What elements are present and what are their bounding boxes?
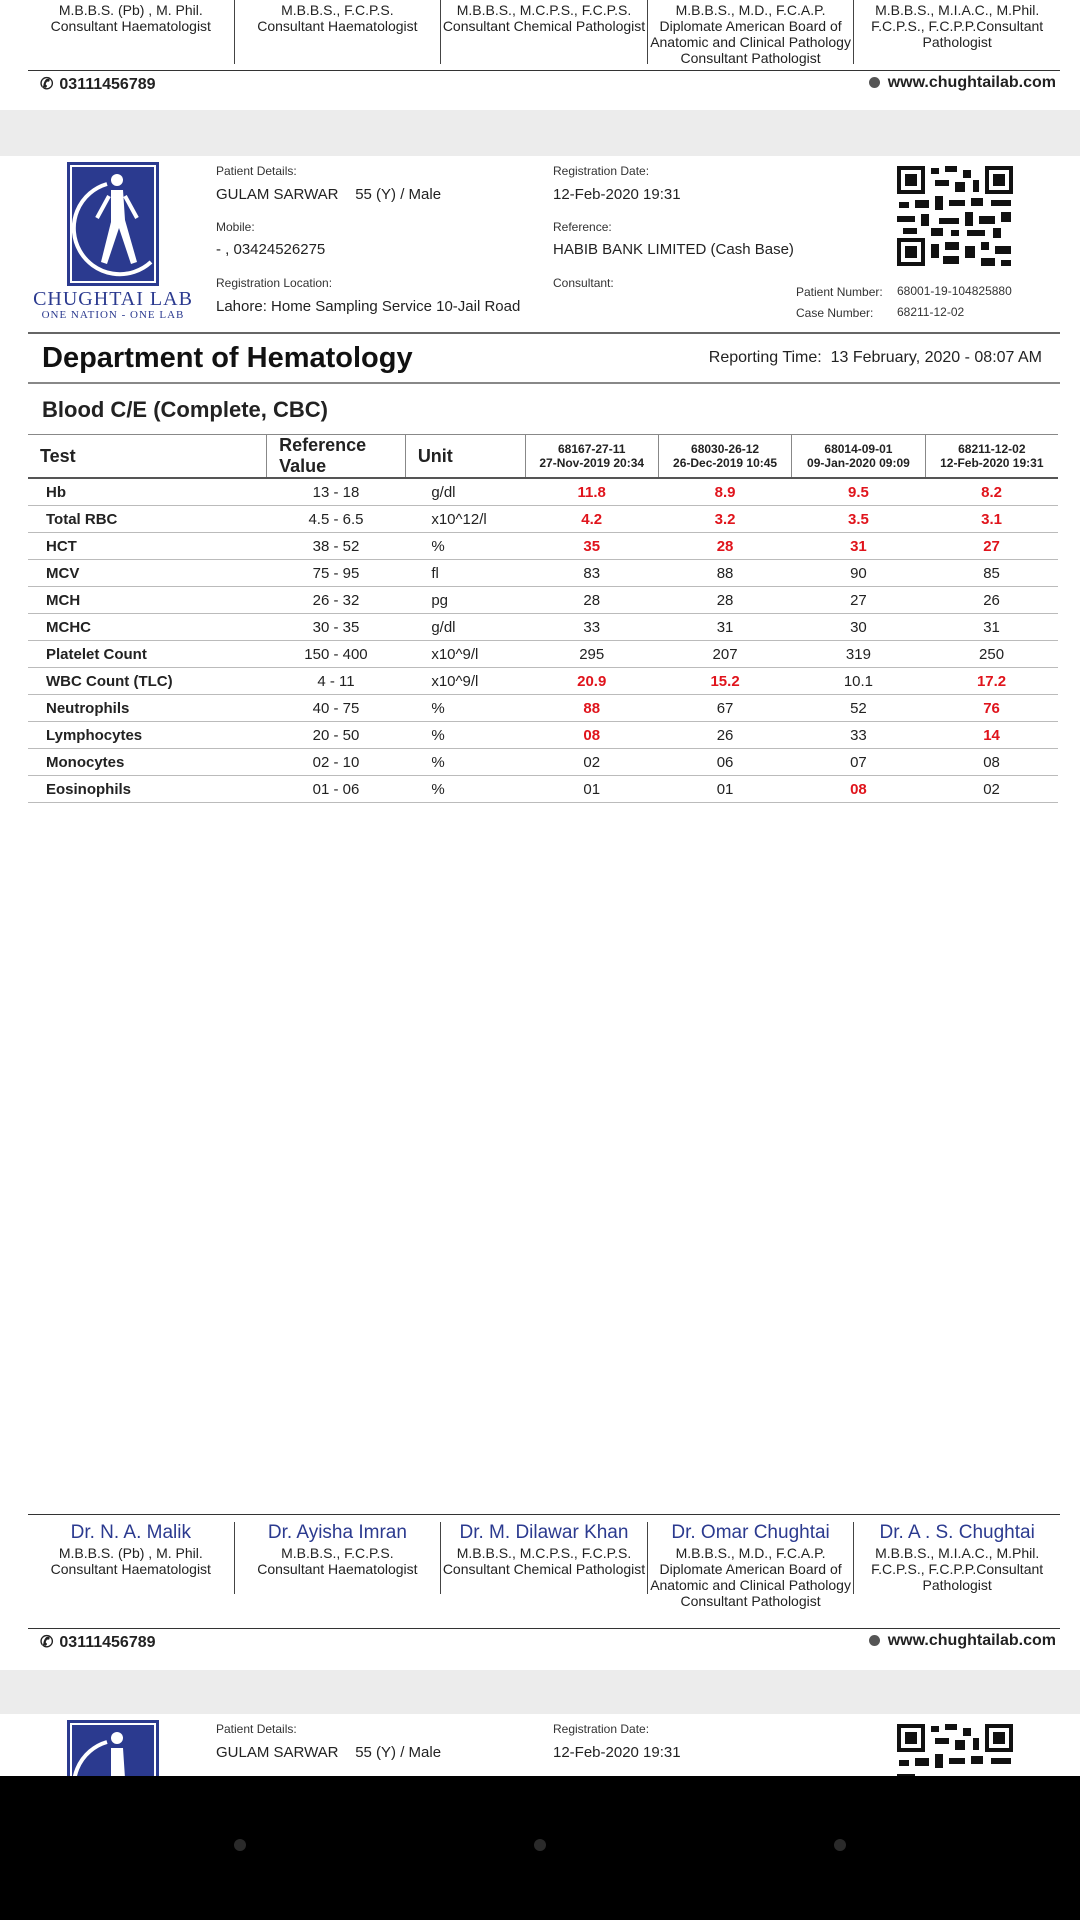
doctors-row <box>28 1522 1060 1609</box>
result-value: 67 <box>658 695 791 722</box>
doctor-quals: M.B.B.S., F.C.P.S. <box>281 1545 394 1561</box>
results-table <box>28 434 1058 803</box>
doctor-quals: M.B.B.S., M.C.P.S., F.C.P.S. <box>456 1545 632 1561</box>
doctor-title: Consultant Haematologist <box>50 1561 211 1577</box>
patient-name: GULAM SARWAR <box>216 1744 339 1761</box>
results-body <box>28 478 1058 803</box>
result-value: 33 <box>525 614 658 641</box>
doctor-card <box>441 1522 648 1594</box>
reference-value: 26 - 32 <box>267 587 406 614</box>
consultant-label: Consultant: <box>553 276 614 290</box>
visit-date: 12-Feb-2020 19:31 <box>940 456 1044 470</box>
doctor-quals: M.B.B.S., M.D., F.C.A.P. <box>675 2 826 18</box>
mobile-value: - , 03424526275 <box>216 241 326 258</box>
case-number-label: Case Number: <box>796 306 874 320</box>
result-value: 295 <box>525 641 658 668</box>
unit: % <box>405 695 525 722</box>
website-link[interactable]: www.chughtailab.com <box>887 1632 1056 1649</box>
patient-details-label: Patient Details: <box>216 1722 297 1736</box>
header-reference: Reference Value <box>267 435 406 479</box>
patient-age-sex: 55 (Y) / Male <box>355 186 442 203</box>
visit-date: 09-Jan-2020 09:09 <box>807 456 910 470</box>
lab-tagline: ONE NATION - ONE LAB <box>41 309 185 321</box>
unit: % <box>405 722 525 749</box>
reporting-time-label: Reporting Time: <box>708 349 822 366</box>
table-row <box>28 587 1058 614</box>
lab-logo-text <box>28 289 198 321</box>
contact-bar <box>28 1632 1060 1654</box>
patient-name: GULAM SARWAR <box>216 186 339 203</box>
globe-icon <box>869 77 880 88</box>
test-name: Lymphocytes <box>28 722 267 749</box>
doctor-card <box>648 0 855 64</box>
reference-value: HABIB BANK LIMITED (Cash Base) <box>553 241 794 258</box>
test-name: WBC Count (TLC) <box>28 668 267 695</box>
table-row <box>28 533 1058 560</box>
test-name: Neutrophils <box>28 695 267 722</box>
doctor-quals: M.B.B.S., M.C.P.S., F.C.P.S. <box>456 2 632 18</box>
department-divider <box>28 382 1060 384</box>
unit: x10^12/l <box>405 506 525 533</box>
result-value: 08 <box>792 776 925 803</box>
result-value: 31 <box>658 614 791 641</box>
mobile-label: Mobile: <box>216 220 255 234</box>
result-value: 15.2 <box>658 668 791 695</box>
table-row <box>28 641 1058 668</box>
result-value: 08 <box>925 749 1058 776</box>
reporting-time-value: 13 February, 2020 - 08:07 AM <box>830 349 1042 366</box>
doctor-name: Dr. A . S. Chughtai <box>879 1522 1035 1543</box>
result-value: 28 <box>658 533 791 560</box>
table-row <box>28 614 1058 641</box>
table-row <box>28 560 1058 587</box>
visit-id: 68030-26-12 <box>691 442 760 456</box>
reference-value: 13 - 18 <box>267 478 406 506</box>
result-value: 27 <box>925 533 1058 560</box>
result-value: 35 <box>525 533 658 560</box>
lab-logo-icon <box>67 162 159 286</box>
doctor-card <box>854 1522 1060 1594</box>
result-value: 250 <box>925 641 1058 668</box>
reference-value: 4.5 - 6.5 <box>267 506 406 533</box>
result-value: 20.9 <box>525 668 658 695</box>
doctor-title: Diplomate American Board of Anatomic and Clinical Pathology Consultant Pathologist <box>650 1561 851 1609</box>
test-name: Platelet Count <box>28 641 267 668</box>
test-name: Monocytes <box>28 749 267 776</box>
reference-value: 40 - 75 <box>267 695 406 722</box>
result-value: 3.2 <box>658 506 791 533</box>
doctors-row <box>28 0 1060 64</box>
result-value: 02 <box>525 749 658 776</box>
table-row <box>28 776 1058 803</box>
reference-value: 30 - 35 <box>267 614 406 641</box>
registration-date-label: Registration Date: <box>553 1722 650 1736</box>
header-visit <box>525 435 658 479</box>
result-value: 08 <box>525 722 658 749</box>
result-value: 85 <box>925 560 1058 587</box>
result-value: 07 <box>792 749 925 776</box>
result-value: 88 <box>658 560 791 587</box>
unit: g/dl <box>405 478 525 506</box>
unit: pg <box>405 587 525 614</box>
divider <box>28 1628 1060 1629</box>
result-value: 83 <box>525 560 658 587</box>
website[interactable] <box>869 1632 1056 1650</box>
reference-value: 01 - 06 <box>267 776 406 803</box>
header-test: Test <box>28 435 267 479</box>
lab-logo-icon <box>67 1720 159 1776</box>
doctor-title: Consultant Haematologist <box>257 18 418 34</box>
doctor-title: Consultant Chemical Pathologist <box>442 1561 646 1577</box>
unit: x10^9/l <box>405 641 525 668</box>
registration-date-value: 12-Feb-2020 19:31 <box>553 186 681 203</box>
result-value: 26 <box>925 587 1058 614</box>
unit: % <box>405 533 525 560</box>
patient-details-label: Patient Details: <box>216 164 297 178</box>
test-name: MCH <box>28 587 267 614</box>
department-title: Department of Hematology <box>42 342 413 374</box>
report-page-next-fragment <box>0 1714 1080 1776</box>
case-number-value: 68211-12-02 <box>897 305 965 319</box>
result-value: 3.5 <box>792 506 925 533</box>
result-value: 52 <box>792 695 925 722</box>
visit-id: 68211-12-02 <box>958 442 1026 456</box>
result-value: 27 <box>792 587 925 614</box>
table-header-row <box>28 435 1058 479</box>
patient-name-row <box>216 186 441 203</box>
test-title: Blood C/E (Complete, CBC) <box>42 397 328 422</box>
doctor-card <box>235 0 442 64</box>
test-name: Total RBC <box>28 506 267 533</box>
phone-number: 03111456789 <box>59 1634 156 1651</box>
lab-name: CHUGHTAI LAB <box>33 288 193 310</box>
result-value: 17.2 <box>925 668 1058 695</box>
recents-button[interactable] <box>834 1839 846 1851</box>
reference-label: Reference: <box>553 220 612 234</box>
result-value: 88 <box>525 695 658 722</box>
phone <box>40 1632 156 1652</box>
doctor-quals: M.B.B.S., F.C.P.S. <box>281 2 394 18</box>
doctor-card <box>235 1522 442 1594</box>
registration-location-label: Registration Location: <box>216 276 333 290</box>
result-value: 14 <box>925 722 1058 749</box>
result-value: 207 <box>658 641 791 668</box>
unit: x10^9/l <box>405 668 525 695</box>
result-value: 28 <box>658 587 791 614</box>
reference-value: 38 - 52 <box>267 533 406 560</box>
result-value: 02 <box>925 776 1058 803</box>
doctor-name: Dr. M. Dilawar Khan <box>459 1522 629 1543</box>
header-visit <box>792 435 925 479</box>
phone <box>40 74 156 94</box>
result-value: 4.2 <box>525 506 658 533</box>
unit: % <box>405 776 525 803</box>
doctor-title: Diplomate American Board of Anatomic and Clinical Pathology Consultant Pathologist <box>650 18 851 66</box>
registration-location-value: Lahore: Home Sampling Service 10-Jail Road <box>216 298 521 315</box>
divider <box>28 70 1060 71</box>
registration-date-label: Registration Date: <box>553 164 650 178</box>
doctor-name: Dr. Ayisha Imran <box>267 1522 407 1543</box>
test-name: HCT <box>28 533 267 560</box>
doctor-quals: M.B.B.S., M.I.A.C., M.Phil. <box>875 2 1040 18</box>
reference-value: 20 - 50 <box>267 722 406 749</box>
header-visit <box>658 435 791 479</box>
result-value: 10.1 <box>792 668 925 695</box>
result-value: 06 <box>658 749 791 776</box>
qr-code-icon <box>895 164 1015 268</box>
doctor-quals: M.B.B.S., M.I.A.C., M.Phil. <box>875 1545 1040 1561</box>
doctor-quals: M.B.B.S., M.D., F.C.A.P. <box>675 1545 826 1561</box>
result-value: 90 <box>792 560 925 587</box>
doctor-title: F.C.P.S., F.C.P.P.Consultant Pathologist <box>871 18 1044 50</box>
doctor-card <box>441 0 648 64</box>
phone-icon: ✆ <box>40 76 54 93</box>
result-value: 31 <box>925 614 1058 641</box>
report-page <box>0 156 1080 1670</box>
reference-value: 4 - 11 <box>267 668 406 695</box>
test-name: MCV <box>28 560 267 587</box>
doctor-title: Consultant Chemical Pathologist <box>442 18 646 34</box>
result-value: 31 <box>792 533 925 560</box>
unit: % <box>405 749 525 776</box>
result-value: 30 <box>792 614 925 641</box>
result-value: 01 <box>658 776 791 803</box>
globe-icon <box>869 1635 880 1646</box>
footer-divider <box>28 1514 1060 1515</box>
report-page-top-fragment <box>0 0 1080 110</box>
visit-date: 26-Dec-2019 10:45 <box>673 456 778 470</box>
table-row <box>28 506 1058 533</box>
table-row <box>28 695 1058 722</box>
result-value: 26 <box>658 722 791 749</box>
unit: fl <box>405 560 525 587</box>
table-row <box>28 668 1058 695</box>
result-value: 33 <box>792 722 925 749</box>
system-navigation-bar <box>0 1776 1080 1920</box>
phone-number: 03111456789 <box>59 76 156 93</box>
visit-id: 68014-09-01 <box>824 442 893 456</box>
header-unit: Unit <box>405 435 525 479</box>
result-value: 01 <box>525 776 658 803</box>
reference-value: 150 - 400 <box>267 641 406 668</box>
test-name: MCHC <box>28 614 267 641</box>
doctor-title: Consultant Haematologist <box>50 18 211 34</box>
doctor-quals: M.B.B.S. (Pb) , M. Phil. <box>58 2 203 18</box>
doctor-card <box>648 1522 855 1609</box>
table-row <box>28 722 1058 749</box>
doctor-name: Dr. Omar Chughtai <box>671 1522 830 1543</box>
doctor-name: Dr. N. A. Malik <box>70 1522 191 1543</box>
result-value: 319 <box>792 641 925 668</box>
doctor-card <box>28 0 235 64</box>
visit-id: 68167-27-11 <box>558 442 626 456</box>
doctor-card <box>854 0 1060 64</box>
result-value: 8.9 <box>658 478 791 506</box>
table-row <box>28 478 1058 506</box>
result-value: 3.1 <box>925 506 1058 533</box>
phone-icon: ✆ <box>40 1634 54 1651</box>
result-value: 76 <box>925 695 1058 722</box>
test-name: Hb <box>28 478 267 506</box>
doctor-card <box>28 1522 235 1594</box>
visit-date: 27-Nov-2019 20:34 <box>539 456 645 470</box>
patient-number-label: Patient Number: <box>796 285 883 299</box>
reporting-time <box>709 349 1042 367</box>
doctor-title: F.C.P.S., F.C.P.P.Consultant Pathologist <box>871 1561 1044 1593</box>
test-name: Eosinophils <box>28 776 267 803</box>
result-value: 11.8 <box>525 478 658 506</box>
registration-date-value: 12-Feb-2020 19:31 <box>553 1744 681 1761</box>
qr-code-icon <box>895 1722 1015 1776</box>
header-visit <box>925 435 1058 479</box>
patient-number-value: 68001-19-104825880 <box>897 284 1012 298</box>
header-divider <box>28 332 1060 334</box>
reference-value: 02 - 10 <box>267 749 406 776</box>
back-button[interactable] <box>234 1839 246 1851</box>
doctor-title: Consultant Haematologist <box>257 1561 418 1577</box>
home-button[interactable] <box>534 1839 546 1851</box>
patient-age-sex: 55 (Y) / Male <box>355 1744 442 1761</box>
website-link[interactable]: www.chughtailab.com <box>887 74 1056 91</box>
result-value: 9.5 <box>792 478 925 506</box>
unit: g/dl <box>405 614 525 641</box>
contact-bar <box>28 74 1060 96</box>
website[interactable] <box>869 74 1056 92</box>
result-value: 8.2 <box>925 478 1058 506</box>
table-row <box>28 749 1058 776</box>
doctor-quals: M.B.B.S. (Pb) , M. Phil. <box>58 1545 203 1561</box>
reference-value: 75 - 95 <box>267 560 406 587</box>
patient-name-row <box>216 1744 441 1761</box>
result-value: 28 <box>525 587 658 614</box>
